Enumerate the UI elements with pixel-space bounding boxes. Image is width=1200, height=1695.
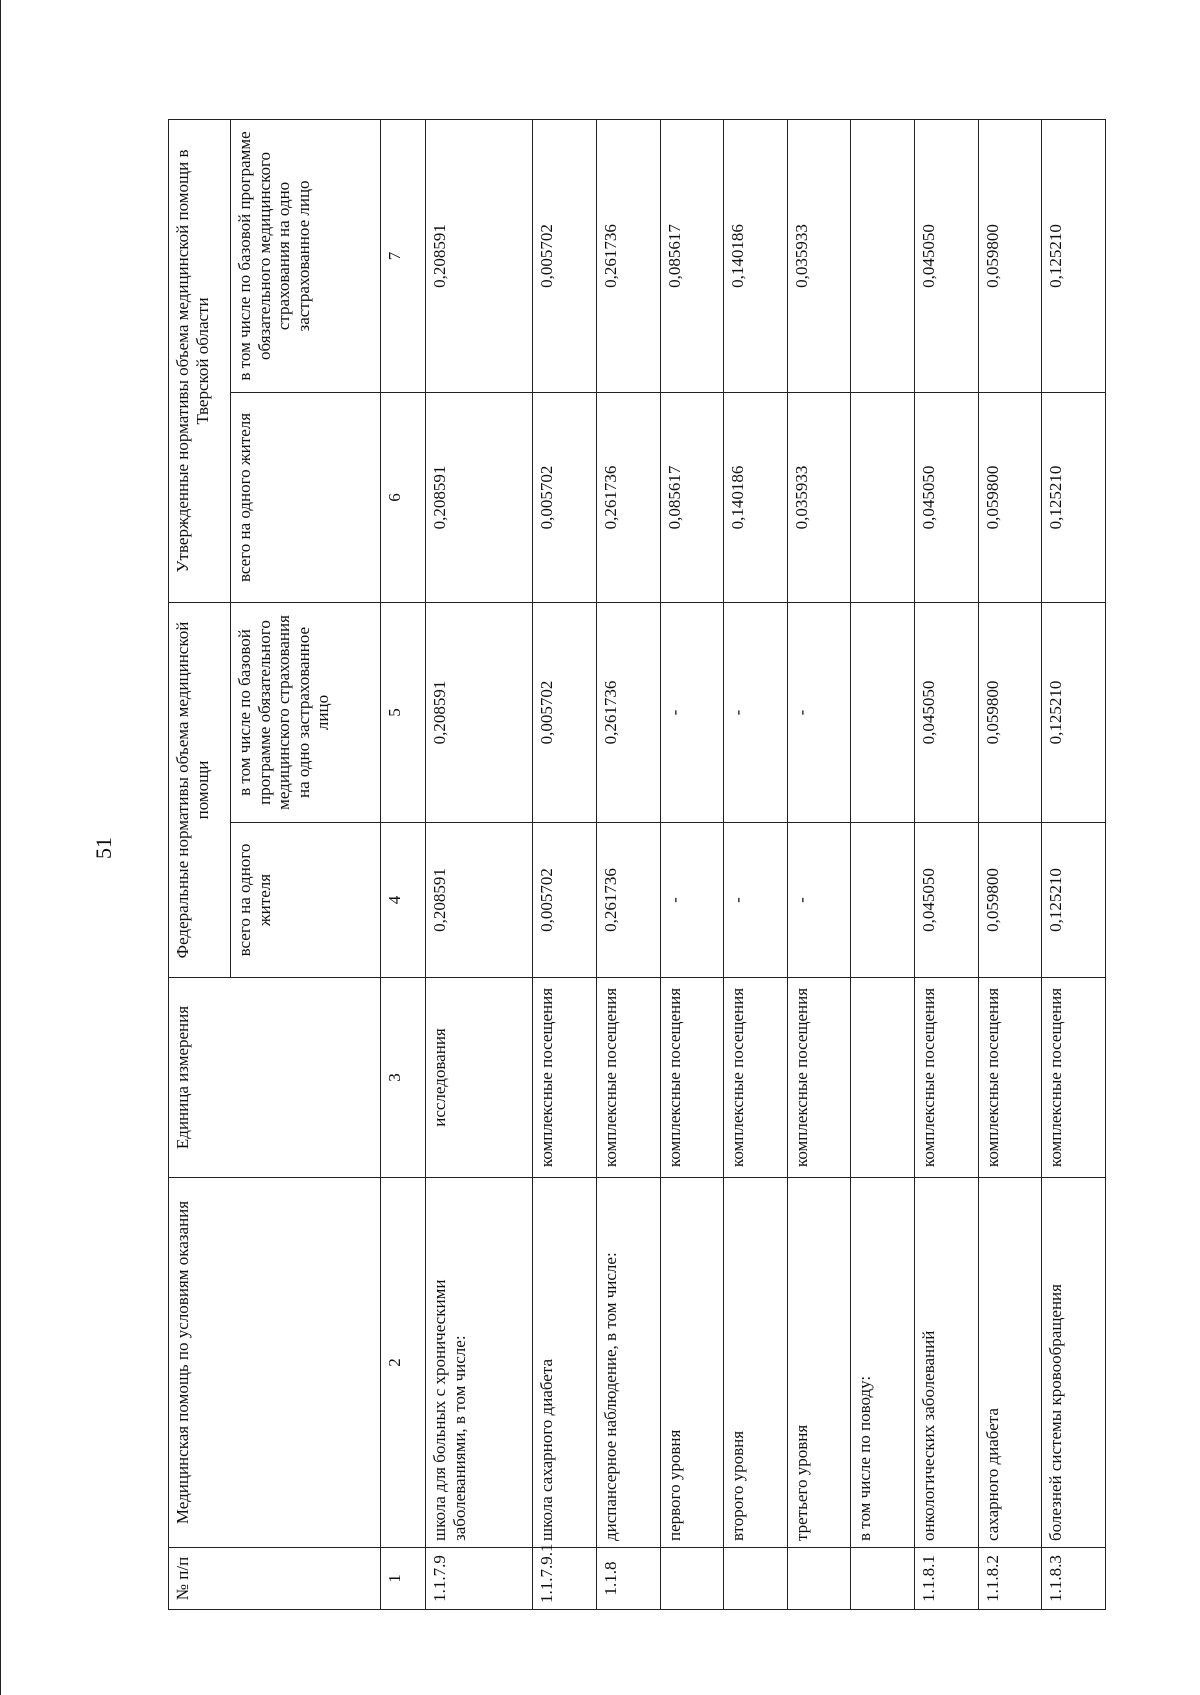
- row-regional-total: 0,035933: [787, 392, 851, 602]
- row-regional-total: 0,059800: [978, 392, 1042, 602]
- row-name: сахарного диабета: [978, 1178, 1042, 1548]
- row-regional-oms: 0,035933: [787, 119, 851, 392]
- row-federal-total: 0,045050: [915, 823, 979, 978]
- column-index: 3: [381, 978, 426, 1178]
- row-federal-oms: -: [787, 602, 851, 822]
- row-unit: [851, 978, 915, 1178]
- row-regional-total: 0,085617: [660, 392, 724, 602]
- header-regional-oms: в том числе по базовой программе обязательного медицинского страхования на одно застрахованное лицо: [231, 119, 381, 392]
- row-number: 1.1.7.9.1: [533, 1548, 597, 1610]
- row-regional-oms: 0,059800: [978, 119, 1042, 392]
- row-federal-oms: 0,125210: [1042, 602, 1106, 822]
- row-unit: комплексные посещения: [724, 978, 788, 1178]
- row-regional-oms: 0,261736: [596, 119, 660, 392]
- row-unit: исследования: [426, 978, 533, 1178]
- header-federal-group: Федеральные нормативы объема медицинской помощи: [169, 602, 231, 977]
- column-index: 4: [381, 823, 426, 978]
- row-regional-total: 0,125210: [1042, 392, 1106, 602]
- row-name: диспансерное наблюдение, в том числе:: [596, 1178, 660, 1548]
- header-regional-group: Утвержденные нормативы объема медицинской помощи в Тверской области: [169, 119, 231, 602]
- row-unit: комплексные посещения: [915, 978, 979, 1178]
- row-regional-oms: 0,140186: [724, 119, 788, 392]
- row-regional-total: 0,005702: [533, 392, 597, 602]
- row-name: онкологических заболеваний: [915, 1178, 979, 1548]
- column-index: 5: [381, 602, 426, 822]
- row-federal-total: [851, 823, 915, 978]
- table-row: [533, 119, 597, 1609]
- row-unit: комплексные посещения: [978, 978, 1042, 1178]
- table-rotated-inner: [168, 120, 1106, 1610]
- row-federal-oms: 0,208591: [426, 602, 533, 822]
- row-unit: комплексные посещения: [1042, 978, 1106, 1178]
- table-row: [724, 119, 788, 1609]
- row-federal-oms: [851, 602, 915, 822]
- row-name: третьего уровня: [787, 1178, 851, 1548]
- row-federal-total: -: [724, 823, 788, 978]
- row-federal-total: -: [787, 823, 851, 978]
- row-number: [724, 1548, 788, 1610]
- table-row: [787, 119, 851, 1609]
- column-index: 1: [381, 1548, 426, 1610]
- scan-edge-line: [0, 0, 1, 1695]
- row-name: болезней системы кровообращения: [1042, 1178, 1106, 1548]
- row-federal-oms: 0,005702: [533, 602, 597, 822]
- row-number: [660, 1548, 724, 1610]
- row-federal-total: 0,125210: [1042, 823, 1106, 978]
- row-number: 1.1.8.2: [978, 1548, 1042, 1610]
- row-number: 1.1.7.9: [426, 1548, 533, 1610]
- table-row: [851, 119, 915, 1609]
- row-federal-oms: -: [724, 602, 788, 822]
- row-regional-oms: 0,005702: [533, 119, 597, 392]
- page-number: 51: [91, 837, 116, 859]
- header-num: № п/п: [169, 1548, 381, 1610]
- column-index: 2: [381, 1178, 426, 1548]
- header-regional-total: всего на одного жителя: [231, 392, 381, 602]
- row-federal-total: 0,005702: [533, 823, 597, 978]
- column-index: 7: [381, 119, 426, 392]
- row-regional-total: 0,208591: [426, 392, 533, 602]
- row-name: первого уровня: [660, 1178, 724, 1548]
- row-regional-oms: 0,208591: [426, 119, 533, 392]
- table-row: [1042, 119, 1106, 1609]
- row-federal-total: 0,208591: [426, 823, 533, 978]
- row-regional-total: 0,261736: [596, 392, 660, 602]
- table-row: [978, 119, 1042, 1609]
- header-federal-total: всего на одного жителя: [231, 823, 381, 978]
- row-number: [787, 1548, 851, 1610]
- header-federal-oms: в том числе по базовой программе обязательного медицинского страхования на одно застрахованное лицо: [231, 602, 381, 822]
- column-index: 6: [381, 392, 426, 602]
- row-regional-oms: 0,085617: [660, 119, 724, 392]
- table-row: [660, 119, 724, 1609]
- row-number: 1.1.8.1: [915, 1548, 979, 1610]
- row-federal-total: 0,261736: [596, 823, 660, 978]
- header-name: Медицинская помощь по условиям оказания: [169, 1178, 381, 1548]
- row-federal-total: 0,059800: [978, 823, 1042, 978]
- row-number: 1.1.8: [596, 1548, 660, 1610]
- row-regional-total: 0,045050: [915, 392, 979, 602]
- row-federal-oms: 0,045050: [915, 602, 979, 822]
- row-number: [851, 1548, 915, 1610]
- row-federal-oms: -: [660, 602, 724, 822]
- row-regional-total: 0,140186: [724, 392, 788, 602]
- row-unit: комплексные посещения: [596, 978, 660, 1178]
- row-federal-oms: 0,059800: [978, 602, 1042, 822]
- table-row: [426, 119, 533, 1609]
- table-row: [915, 119, 979, 1609]
- row-name: школа для больных с хроническими заболеваниями, в том числе:: [426, 1178, 533, 1548]
- row-unit: комплексные посещения: [787, 978, 851, 1178]
- row-regional-oms: 0,125210: [1042, 119, 1106, 392]
- row-unit: комплексные посещения: [533, 978, 597, 1178]
- table-rotated-wrapper: [168, 120, 1106, 1610]
- row-name: школа сахарного диабета: [533, 1178, 597, 1548]
- row-name: в том числе по поводу:: [851, 1178, 915, 1548]
- table-body: [426, 119, 1106, 1609]
- header-unit: Единица измерения: [169, 978, 381, 1178]
- row-federal-total: -: [660, 823, 724, 978]
- row-federal-oms: 0,261736: [596, 602, 660, 822]
- row-regional-total: [851, 392, 915, 602]
- norms-table: [168, 119, 1106, 1610]
- table-row: [596, 119, 660, 1609]
- row-name: второго уровня: [724, 1178, 788, 1548]
- row-regional-oms: [851, 119, 915, 392]
- row-number: 1.1.8.3: [1042, 1548, 1106, 1610]
- row-unit: комплексные посещения: [660, 978, 724, 1178]
- row-regional-oms: 0,045050: [915, 119, 979, 392]
